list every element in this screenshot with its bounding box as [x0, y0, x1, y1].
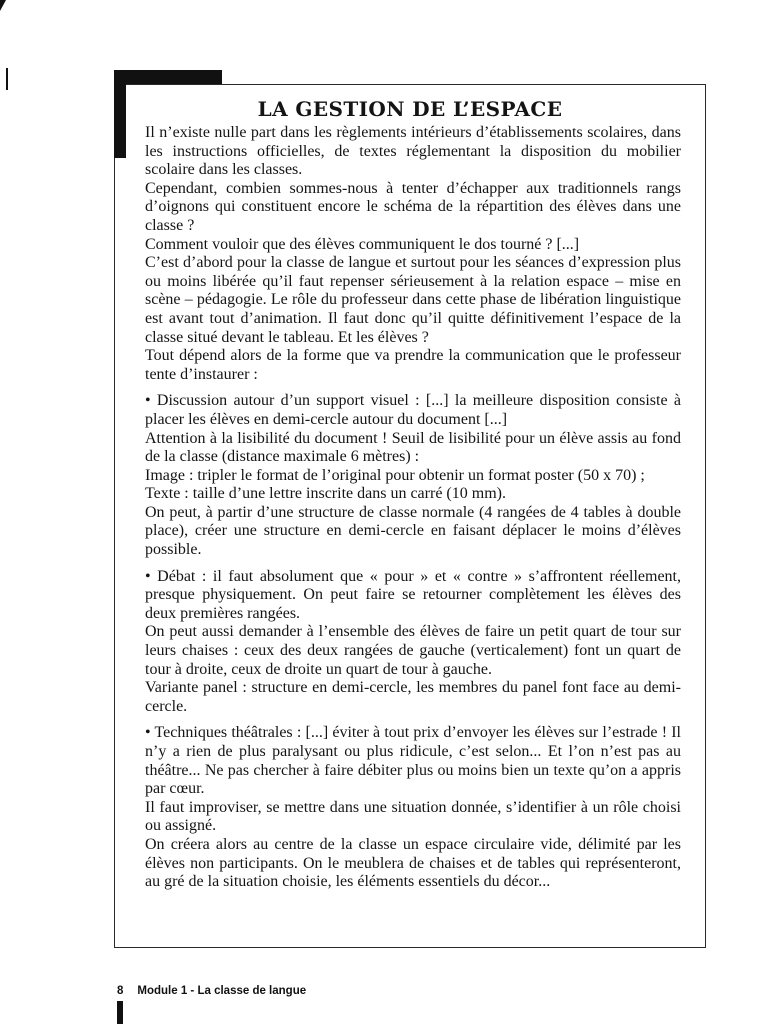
frame-accent-top [114, 70, 222, 84]
paragraph: Image : tripler le format de l’original pour obtenir un format poster (50 x 70) ; [145, 466, 645, 484]
page-footer [117, 985, 306, 997]
footer-accent-bar [117, 1001, 123, 1024]
bullet-discussion: • Discussion autour d’un support visuel : [...] la meilleure disposition consiste à placer les élèves en demi-cercle autour du document [...] [145, 392, 681, 428]
scan-corner-mark [0, 0, 6, 11]
scan-margin-tick [6, 68, 8, 90]
paragraph: Texte : taille d’une lettre inscrite dans un carré (10 mm). [145, 485, 506, 503]
paragraph: Il faut improviser, se mettre dans une situation donnée, s’identifier à un rôle choisi ou assigné. [145, 798, 681, 835]
paragraph: C’est d’abord pour la classe de langue et surtout pour les séances d’expression plus ou moins libérée qu’il faut repenser sérieusement à la relation espace – mise en scène – pédagogie. Le rôle du professeur dans cette phase de libération linguistique est avant tout d’animation. Il faut donc qu’il quitte définitivement l’espace de la classe situé devant le tableau. Et les élèves ? [145, 254, 681, 346]
paragraph: Variante panel : structure en demi-cercle, les membres du panel font face au demi-cercle. [145, 679, 681, 715]
paragraph: On créera alors au centre de la classe un espace circulaire vide, délimité par les élèves non participants. On le meublera de chaises et de tables qui représenteront, au gré de la situation choisie, les éléments essentiels du décor... [145, 835, 681, 891]
paragraph: On peut, à partir d’une structure de classe normale (4 rangées de 4 tables à double place), créer une structure en demi-cercle en faisant déplacer le moins d’élèves possible. [145, 503, 681, 559]
paragraph: On peut aussi demander à l’ensemble des élèves de faire un petit quart de tour sur leurs chaises : ceux des deux rangées de gauche (verticalement) font un quart de tour à droite, ceux de droite un quart de tour à gauche. [145, 623, 681, 678]
article-body [145, 124, 681, 892]
paragraph: Cependant, combien sommes-nous à tenter d’échapper aux traditionnels rangs d’oignons qui constituent encore le schéma de la répartition des élèves dans une classe ? [145, 179, 681, 234]
paragraph: Comment vouloir que des élèves communiquent le dos tourné ? [...] [145, 235, 580, 253]
bullet-theatre: • Techniques théâtrales : [...] éviter à tout prix d’envoyer les élèves sur l’estrade ! Il n’y a rien de plus paralysant ou plus ridicule, c’est selon... Et l’on n’est pas au théâtre... Ne pas chercher à faire débiter plus ou moins bien un texte qu’on a appris par cœur. [145, 724, 681, 798]
paragraph: Il n’existe nulle part dans les règlements intérieurs d’établissements scolaires, dans les instructions officielles, de textes réglementant la disposition du mobilier scolaire dans les classes. [145, 124, 681, 179]
bullet-debat: • Débat : il faut absolument que « pour » et « contre » s’affrontent réellement, presque physiquement. On peut faire se retourner complètement les élèves des deux premières rangées. [145, 567, 681, 622]
paragraph: Attention à la lisibilité du document ! Seuil de lisibilité pour un élève assis au fond de la classe (distance maximale 6 mètres) : [145, 429, 681, 466]
article-title: LA GESTION DE L’ESPACE [257, 97, 563, 121]
paragraph: Tout dépend alors de la forme que va prendre la communication que le professeur tente d’instaurer : [145, 347, 681, 383]
running-head: Module 1 - La classe de langue [137, 985, 307, 997]
page-number: 8 [117, 985, 124, 997]
